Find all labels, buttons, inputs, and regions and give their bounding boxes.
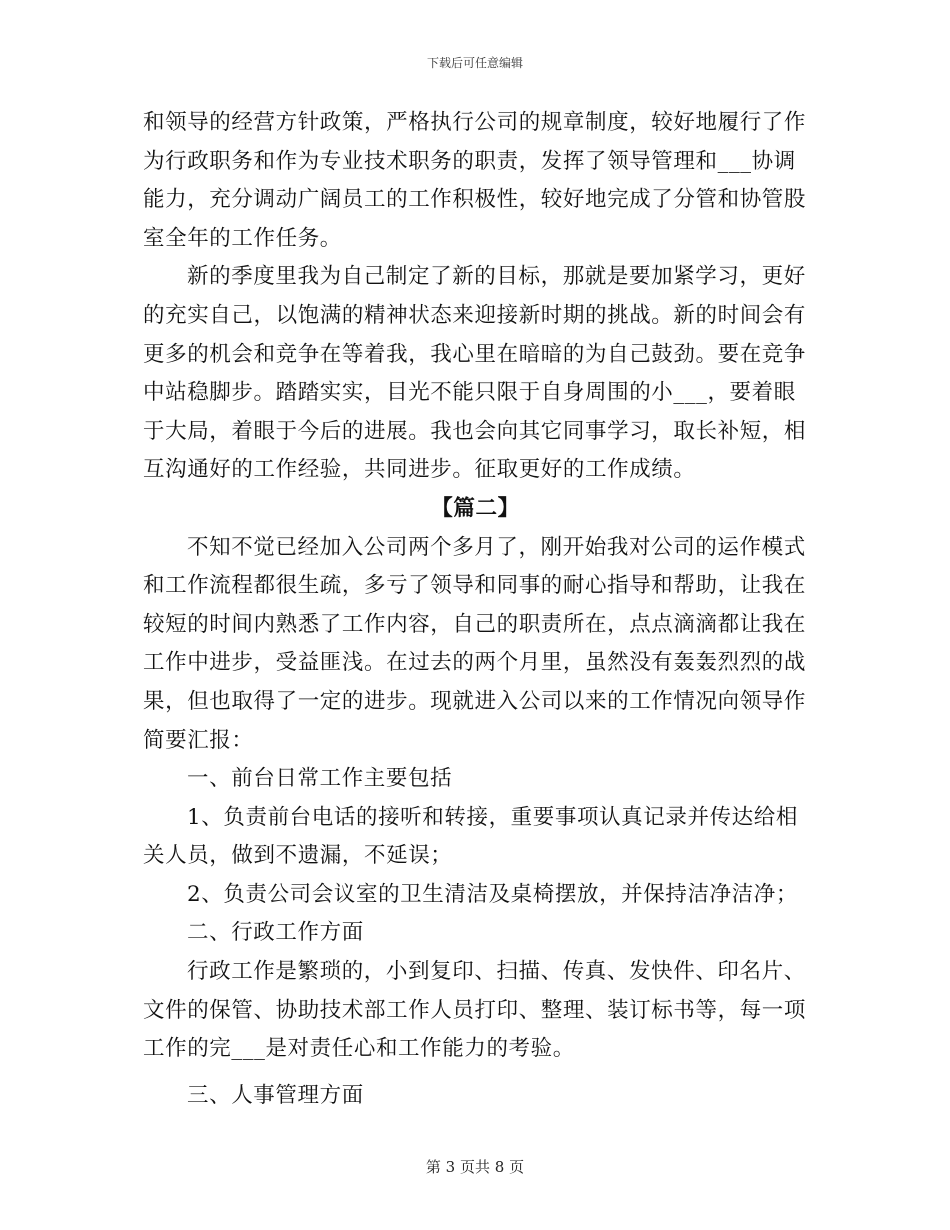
paragraph: 不知不觉已经加入公司两个多月了，刚开始我对公司的运作模式和工作流程都很生疏，多亏了领导和同事的耐心指导和帮助，让我在较短的时间内熟悉了工作内容，自己的职责所在，点点滴滴都让我在工作中进步，受益匪浅。在过去的两个月里，虽然没有轰轰烈烈的战果，但也取得了一定的进步。现就进入公司以来的工作情况向领导作简要汇报： — [143, 534, 807, 753]
paragraph: 新的季度里我为自己制定了新的目标，那就是要加紧学习，更好的充实自己，以饱满的精神状态来迎接新时期的挑战。新的时间会有更多的机会和竞争在等着我，我心里在暗暗的为自己鼓劲。要在竞争中站稳脚步。踏踏实实，目光不能只限于自身周围的小___，要着眼于大局，着眼于今后的进展。我也会向其它同事学习，取长补短，相互沟通好的工作经验，共同进步。征取更好的工作成绩。 — [143, 264, 807, 483]
section-heading: 三、人事管理方面 — [187, 1082, 364, 1108]
paragraph: 和领导的经营方针政策，严格执行公司的规章制度，较好地履行了作为行政职务和作为专业技术职务的职责，发挥了领导管理和___协调能力，充分调动广阔员工的工作积极性，较好地完成了分管和协管股室全年的工作任务。 — [143, 110, 807, 251]
list-item: 1、负责前台电话的接听和转接，重要事项认真记录并传达给相关人员，做到不遗漏，不延误； — [143, 804, 798, 869]
document-body — [143, 104, 808, 1115]
page-header: 下载后可任意编辑 — [426, 56, 523, 70]
page-number: 第 3 页共 8 页 — [425, 1158, 525, 1176]
section-title: 【篇二】 — [431, 495, 520, 521]
list-item: 2、负责公司会议室的卫生清洁及桌椅摆放，并保持洁净洁净； — [187, 881, 798, 907]
paragraph: 行政工作是繁琐的，小到复印、扫描、传真、发快件、印名片、文件的保管、协助技术部工作人员打印、整理、装订标书等，每一项工作的完___是对责任心和工作能力的考验。 — [143, 959, 807, 1062]
section-heading: 一、前台日常工作主要包括 — [187, 766, 453, 792]
section-heading: 二、行政工作方面 — [187, 920, 364, 946]
